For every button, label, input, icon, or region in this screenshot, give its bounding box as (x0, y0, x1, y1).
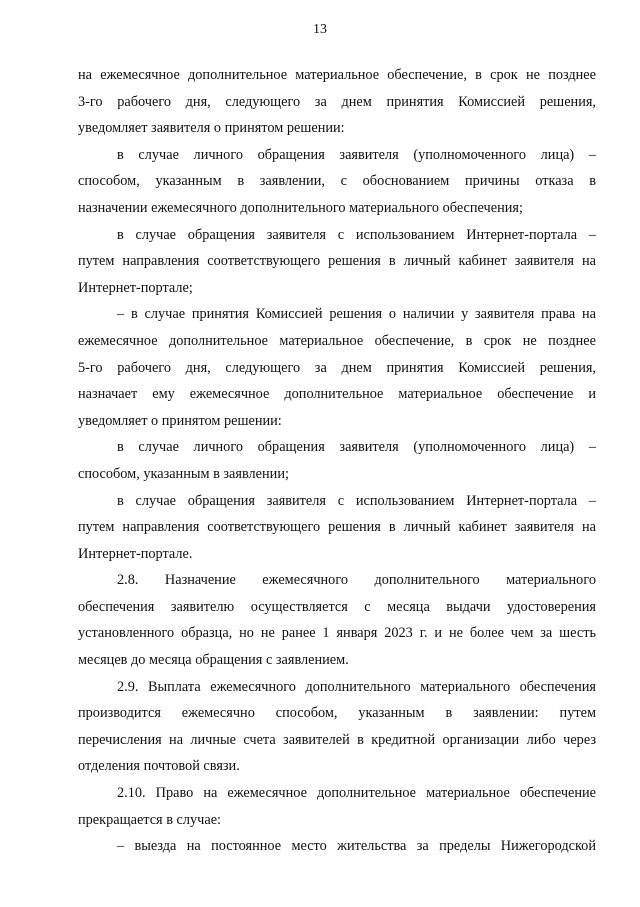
text-line: путем направления соответствующего решения в личный кабинет заявителя на (78, 519, 596, 536)
text-line: ежемесячное дополнительное материальное обеспечение, в срок не позднее (78, 332, 596, 349)
text-line: – в случае принятия Комиссией решения о наличии у заявителя права на (117, 306, 596, 323)
text-line: в случае личного обращения заявителя (уполномоченного лица) – (117, 439, 596, 456)
document-body (78, 62, 596, 860)
text-line: – выезда на постоянное место жительства за пределы Нижегородской (117, 838, 596, 855)
text-line: уведомляет о принятом решении: (78, 412, 282, 429)
text-line: в случае личного обращения заявителя (уполномоченного лица) – (117, 146, 596, 163)
text-line: 2.9. Выплата ежемесячного дополнительного материального обеспечения (117, 678, 596, 695)
text-line: способом, указанным в заявлении, с обоснованием причины отказа в (78, 173, 596, 190)
text-line: производится ежемесячно способом, указанным в заявлении: путем (78, 705, 596, 722)
text-line: в случае обращения заявителя с использованием Интернет-портала – (117, 492, 596, 509)
text-line: 3-го рабочего дня, следующего за днем принятия Комиссией решения, (78, 93, 596, 110)
text-line: назначении ежемесячного дополнительного материального обеспечения; (78, 199, 523, 216)
text-line: Интернет-портале. (78, 545, 193, 562)
text-line: способом, указанным в заявлении; (78, 465, 289, 482)
text-line: назначает ему ежемесячное дополнительное материальное обеспечение и (78, 386, 596, 403)
text-line: 2.8. Назначение ежемесячного дополнительного материального (117, 572, 596, 589)
text-line: перечисления на личные счета заявителей в кредитной организации либо через (78, 731, 596, 748)
text-line: прекращается в случае: (78, 811, 222, 828)
text-line: в случае обращения заявителя с использованием Интернет-портала – (117, 226, 596, 243)
text-line: путем направления соответствующего решения в личный кабинет заявителя на (78, 253, 596, 270)
text-line: 2.10. Право на ежемесячное дополнительное материальное обеспечение (117, 785, 596, 802)
text-line: обеспечения заявителю осуществляется с месяца выдачи удостоверения (78, 598, 596, 615)
text-line: установленного образца, но не ранее 1 января 2023 г. и не более чем за шесть (78, 625, 596, 642)
text-line: 5-го рабочего дня, следующего за днем принятия Комиссией решения, (78, 359, 596, 376)
page-number: 13 (313, 22, 327, 37)
text-line: месяцев до месяца обращения с заявлением. (78, 652, 349, 669)
text-line: Интернет-портале; (78, 279, 193, 296)
text-line: на ежемесячное дополнительное материальное обеспечение, в срок не позднее (78, 67, 596, 83)
text-line: отделения почтовой связи. (78, 758, 240, 775)
text-line: уведомляет заявителя о принятом решении: (78, 120, 345, 137)
